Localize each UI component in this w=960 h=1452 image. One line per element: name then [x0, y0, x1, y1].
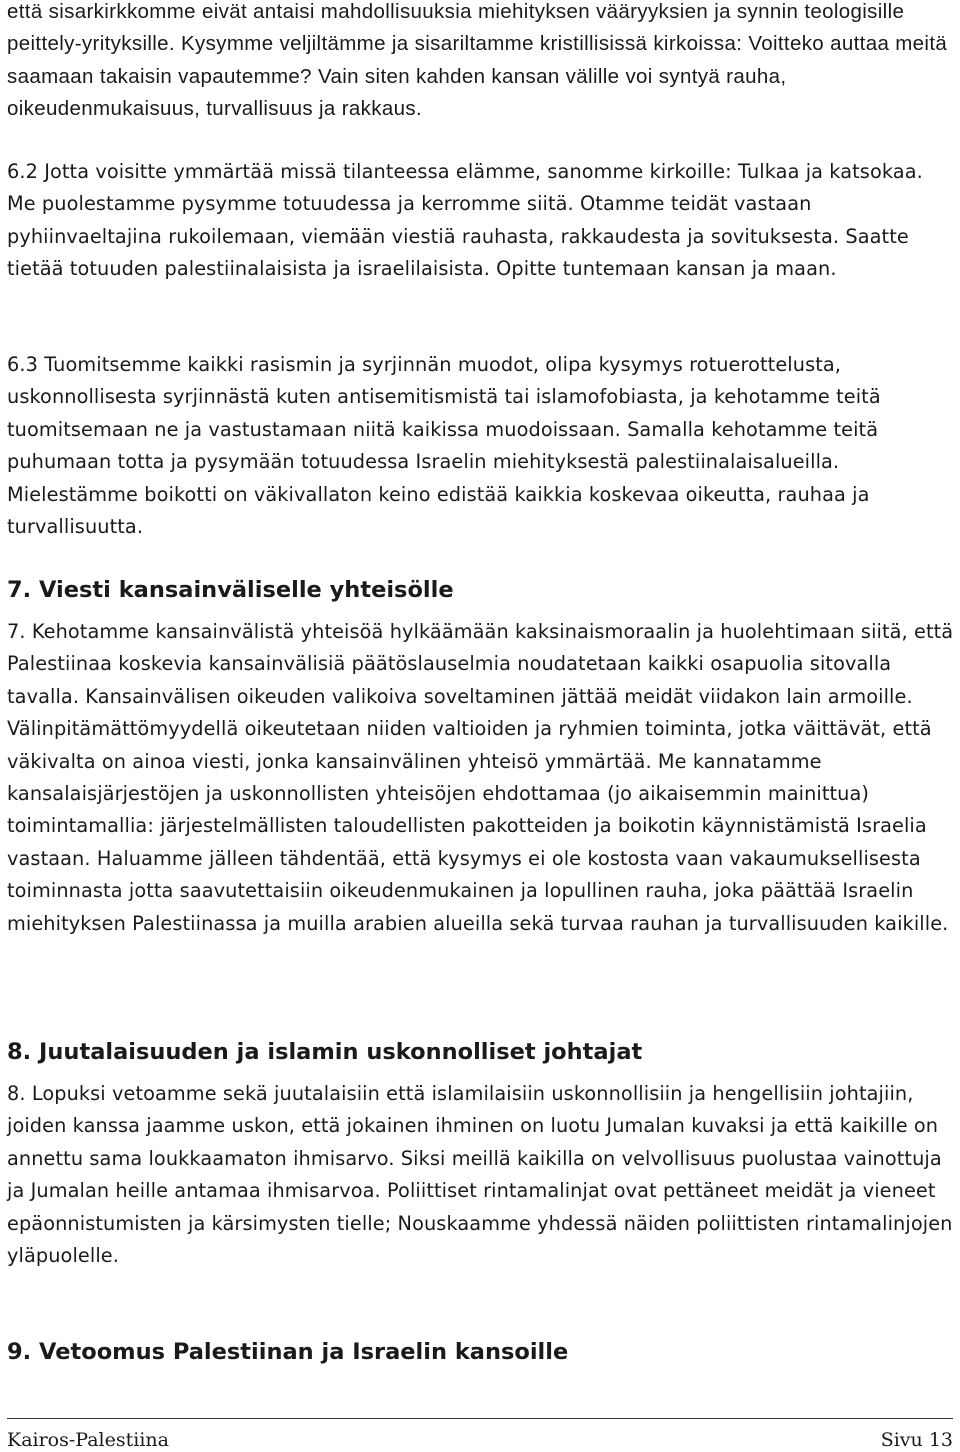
heading-section-8: 8. Juutalaisuuden ja islamin uskonnolliset johtajat — [7, 1039, 643, 1065]
paragraph-6-3: 6.3 Tuomitsemme kaikki rasismin ja syrjinnän muodot, olipa kysymys rotuerottelusta, uskonnollisesta syrjinnästä kuten antisemitismistä tai islamofobiasta, ja kehotamme teitä tuomitsemaan ne ja vastustamaan niitä kaikissa muodoissaan. Samalla kehotamme teitä puhumaan totta ja pysymään totuudessa Israelin miehityksestä palestiinalaisalueilla. Mielestämme boikotti on väkivallaton keino edistää kaikkia koskevaa oikeutta, rauhaa ja turvallisuutta. — [7, 353, 881, 539]
paragraph-intro: että sisarkirkkomme eivät antaisi mahdollisuuksia miehityksen vääryyksien ja synnin teologisille peittely-yrityksille. Kysymme veljiltämme ja sisariltamme kristillisissä kirkoissa: Voitteko auttaa meitä saamaan takaisin vapautemme? Vain siten kahden kansan välille voi syntyä rauha, oikeudenmukaisuus, turvallisuus ja rakkaus. — [7, 0, 948, 121]
footer-title: Kairos-Palestiina — [7, 1429, 169, 1451]
page-number: Sivu 13 — [880, 1429, 953, 1451]
footer-divider — [7, 1418, 953, 1419]
paragraph-6-2: 6.2 Jotta voisitte ymmärtää missä tilanteessa elämme, sanomme kirkoille: Tulkaa ja katsokaa. Me puolestamme pysymme totuudessa ja kerromme siitä. Otamme teidät vastaan pyhiinvaeltajina rukoilemaan, viemään viestiä rauhasta, rakkaudesta ja sovituksesta. Saatte tietää totuuden palestiinalaisista ja israelilaisista. Opitte tuntemaan kansan ja maan. — [7, 160, 923, 281]
paragraph-8: 8. Lopuksi vetoamme sekä juutalaisiin että islamilaisiin uskonnollisiin ja hengellisiin johtajiin, joiden kanssa jaamme uskon, että jokainen ihminen on luotu Jumalan kuvaksi ja että kaikille on annettu sama loukkaamaton ihmisarvo. Siksi meillä kaikilla on velvollisuus puolustaa vainottuja ja Jumalan heille antamaa ihmisarvoa. Poliittiset rintamalinjat ovat pettäneet meidät ja vieneet epäonnistumisten ja kärsimysten tielle; Nouskaamme yhdessä näiden poliittisten rintamalinjojen yläpuolelle. — [7, 1082, 953, 1268]
paragraph-7: 7. Kehotamme kansainvälistä yhteisöä hylkäämään kaksinaismoraalin ja huolehtimaan siitä, että Palestiinaa koskevia kansainvälisiä päätöslauselmia noudatetaan kaikki osapuolia sitovalla tavalla. Kansainvälisen oikeuden valikoiva soveltaminen jättää meidät viidakon lain armoille. Välinpitämättömyydellä oikeutetaan niiden valtioiden ja ryhmien toiminta, jotka väittävät, että väkivalta on ainoa viesti, jonka kansainvälinen yhteisö ymmärtää. Me kannatamme kansalaisjärjestöjen ja uskonnollisten yhteisöjen ehdottamaa (jo aikaisemmin mainittua) toimintamallia: järjestelmällisten taloudellisten pakotteiden ja boikotin käynnistämistä Israelia vastaan. Haluamme jälleen tähdentää, että kysymys ei ole kostosta vaan vakaumuksellisesta toiminnasta jotta saavutettaisiin oikeudenmukainen ja lopullinen rauha, joka päättää Israelin miehityksen Palestiinassa ja muilla arabien alueilla sekä turvaa rauhan ja turvallisuuden kaikille. — [7, 620, 954, 935]
heading-section-9: 9. Vetoomus Palestiinan ja Israelin kansoille — [7, 1339, 569, 1365]
page-footer — [0, 1418, 960, 1451]
heading-section-7: 7. Viesti kansainväliselle yhteisölle — [7, 577, 454, 603]
